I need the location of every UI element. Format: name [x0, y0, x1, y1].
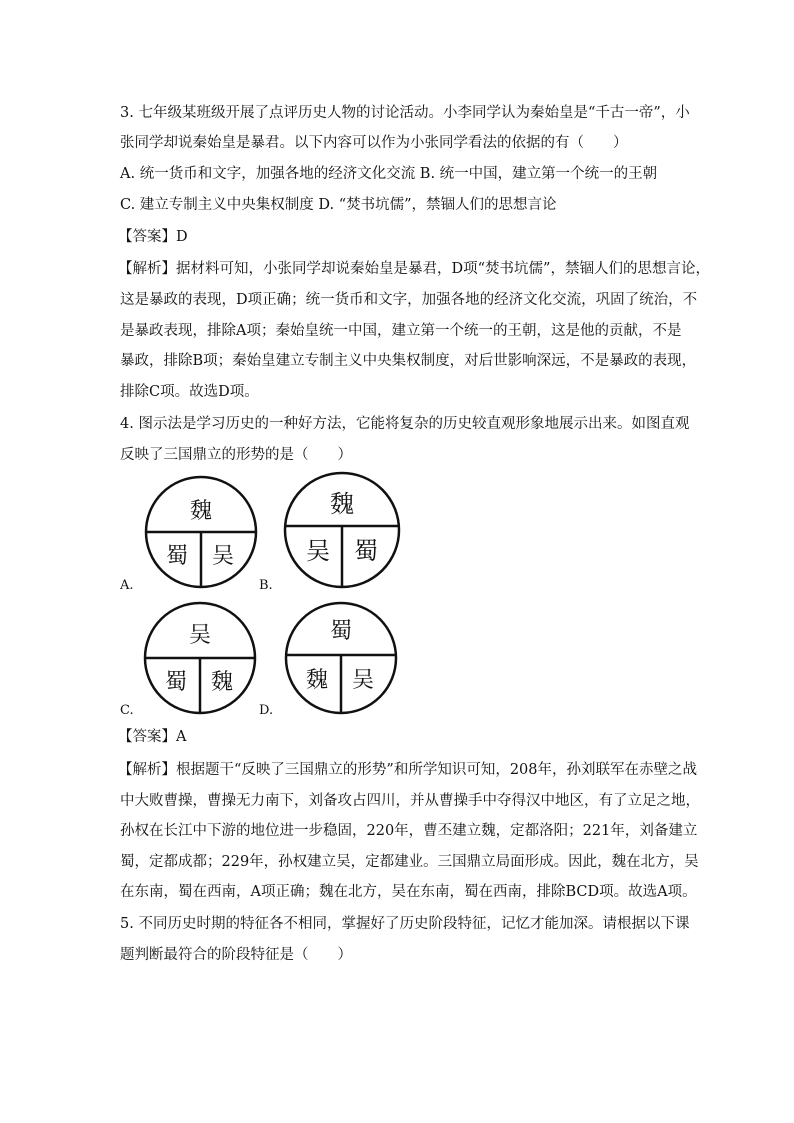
diagram-b-bottom-right: 蜀 — [354, 537, 378, 565]
diagram-d-label: D. — [259, 703, 274, 718]
diagram-d — [283, 600, 399, 716]
diagram-a-bottom-left: 蜀 — [165, 544, 189, 569]
q4-answer: 【答案】A — [118, 729, 187, 745]
q4-analysis-line2: 中大败曹操，曹操无力南下，刘备攻占四川，并从曹操手中夺得汉中地区，有了立足之地， — [120, 793, 700, 809]
q3-answer: 【答案】D — [118, 229, 188, 245]
diagram-b-bottom-left: 吴 — [306, 537, 330, 565]
diagram-c-top: 吴 — [188, 623, 212, 648]
q3-analysis-line2: 这是暴政的表现，D项正确；统一货币和文字，加强各地的经济文化交流，巩固了统治，不 — [120, 292, 698, 308]
diagram-b-top: 魏 — [330, 490, 354, 518]
diagram-b-label: B. — [259, 578, 273, 593]
q4-analysis-line5: 在东南，蜀在西南，A项正确；魏在北方，吴在东南，蜀在西南，排除BCD项。故选A项。 — [120, 884, 697, 900]
q4-stem-line1: 4. 图示法是学习历史的一种好方法，它能将复杂的历史较直观形象地展示出来。如图直观 — [120, 416, 690, 432]
q4-analysis-line3: 孙权在长江中下游的地位进一步稳固，220年，曹丕建立魏，定都洛阳；221年，刘备建立 — [120, 823, 698, 839]
q4-analysis-line1: 【解析】根据题干“反映了三国鼎立的形势”和所学知识可知，208年，孙刘联军在赤壁之战 — [118, 762, 697, 778]
q3-analysis-line5: 排除C项。故选D项。 — [120, 384, 259, 400]
q3-options-line1: A. 统一货币和文字，加强各地的经济文化交流 B. 统一中国，建立第一个统一的王朝 — [120, 166, 658, 182]
q3-analysis-line4: 暴政，排除B项；秦始皇建立专制主义中央集权制度，对后世影响深远，不是暴政的表现， — [120, 353, 697, 369]
diagram-a — [143, 474, 259, 590]
q5-stem-line2: 题判断最符合的阶段特征是（ ） — [120, 947, 352, 963]
q4-stem-line2: 反映了三国鼎立的形势的是（ ） — [120, 447, 352, 463]
diagram-d-bottom-right: 吴 — [351, 668, 375, 693]
diagram-a-label: A. — [120, 578, 134, 593]
diagram-a-top: 魏 — [189, 499, 213, 524]
diagram-c-label: C. — [120, 703, 134, 718]
diagram-a-bottom-right: 吴 — [211, 544, 235, 569]
q3-analysis-line3: 是暴政表现，排除A项；秦始皇统一中国，建立第一个统一的王朝，这是他的贡献，不是 — [120, 323, 682, 339]
q3-analysis-line1: 【解析】据材料可知，小张同学却说秦始皇是暴君，D项“焚书坑儒”，禁锢人们的思想言论， — [118, 261, 710, 277]
diagram-d-bottom-left: 魏 — [305, 668, 329, 693]
q3-options-line2: C. 建立专制主义中央集权制度 D. “焚书坑儒”，禁锢人们的思想言论 — [120, 197, 557, 213]
diagram-d-top: 蜀 — [329, 619, 353, 644]
diagram-c-bottom-right: 魏 — [210, 670, 234, 695]
q5-stem-line1: 5. 不同历史时期的特征各不相同，掌握好了历史阶段特征，记忆才能加深。请根据以下课 — [120, 916, 690, 932]
diagram-c-bottom-left: 蜀 — [164, 670, 188, 695]
diagram-b — [282, 470, 402, 590]
q3-stem-line1: 3. 七年级某班级开展了点评历史人物的讨论活动。小李同学认为秦始皇是“千古一帝”，小 — [120, 105, 690, 121]
q3-stem-line2: 张同学却说秦始皇是暴君。以下内容可以作为小张同学看法的依据的有（ ） — [120, 135, 628, 151]
diagram-c — [142, 600, 258, 716]
q4-analysis-line4: 蜀，定都成都；229年，孙权建立吴，定都建业。三国鼎立局面形成。因此，魏在北方，吴 — [120, 854, 699, 870]
